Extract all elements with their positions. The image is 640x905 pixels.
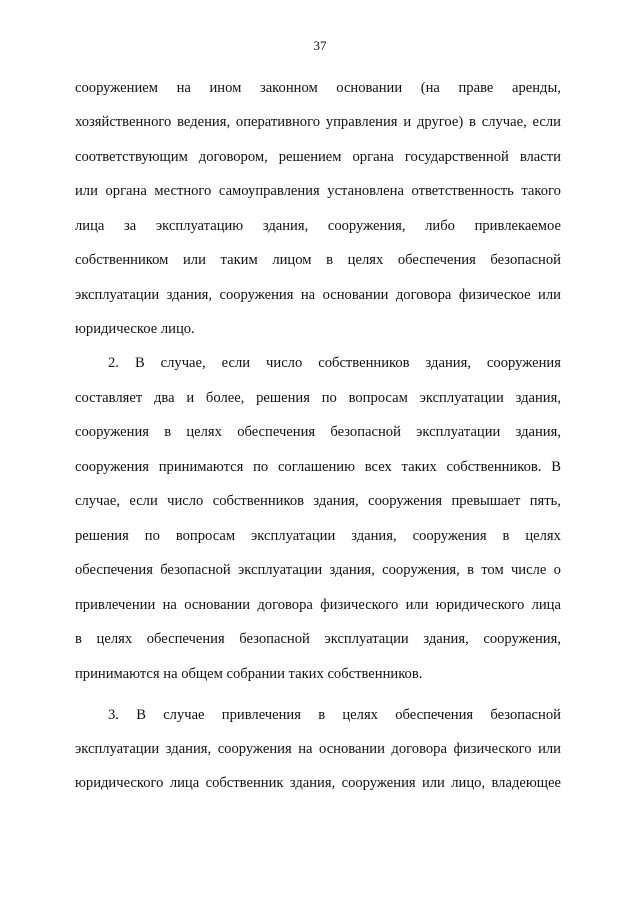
word: соответствующим [75, 149, 188, 165]
word: или [538, 287, 561, 303]
word: здания, [515, 424, 561, 440]
word: здания, [425, 355, 471, 371]
word: управления [325, 114, 398, 130]
word: собственников. [446, 459, 542, 475]
text-line-14 [75, 527, 561, 545]
word: случае [163, 707, 205, 723]
word: ответственность [411, 183, 514, 199]
word: В [136, 707, 146, 723]
word: собственником [75, 252, 169, 268]
word: сооружения [368, 493, 443, 509]
word: или [75, 183, 98, 199]
word: или [405, 597, 429, 613]
page-number: 37 [313, 38, 327, 53]
text-line-17 [75, 630, 561, 648]
text-line-12 [75, 458, 561, 476]
word: органа [105, 183, 147, 199]
word: лица [531, 597, 561, 613]
word: сооружением [75, 80, 158, 96]
word: органа [352, 149, 394, 165]
word: эксплуатации [251, 528, 336, 544]
word: собственников [212, 493, 305, 509]
word: привлечения [221, 707, 301, 723]
word: другое) [416, 114, 464, 130]
text-line-16 [75, 596, 561, 614]
word: основании [184, 597, 251, 613]
word: самоуправления [218, 183, 320, 199]
word: безопасной [330, 424, 401, 440]
word: в [318, 707, 326, 723]
word: по [321, 390, 337, 406]
word: лицо, [451, 775, 486, 791]
word: вопросам [175, 528, 236, 544]
word: в [326, 252, 334, 268]
word: на [162, 597, 177, 613]
word: превышает [451, 493, 521, 509]
word: договора [257, 597, 313, 613]
text-line-11 [75, 423, 561, 441]
word: в [502, 528, 510, 544]
word: решения [256, 390, 310, 406]
word: собственников [318, 355, 410, 371]
word: если [221, 355, 251, 371]
word: таких [401, 459, 437, 475]
word: случае, [481, 114, 527, 130]
word: сооружения [219, 287, 294, 303]
word: обеспечения [75, 562, 153, 578]
word: если [129, 493, 158, 509]
text-line-13 [75, 492, 561, 510]
word: физического [453, 741, 532, 757]
word: договора [395, 287, 452, 303]
word: здания, [289, 775, 336, 791]
word: ином [209, 80, 242, 96]
word: хозяйственного [75, 114, 172, 130]
word: в [469, 114, 476, 130]
word: основании [319, 741, 385, 757]
word: юридического [75, 775, 164, 791]
word: лицом [272, 252, 312, 268]
word: по [253, 459, 269, 475]
text-line-18: принимаются на общем собрании таких собственников. [75, 666, 423, 682]
word: договора [391, 741, 447, 757]
word: число [167, 493, 204, 509]
word: числе [510, 562, 547, 578]
word: более, [205, 390, 245, 406]
word: если [532, 114, 561, 130]
word: соглашению [277, 459, 355, 475]
word: эксплуатации [238, 562, 323, 578]
word: сооружения [341, 775, 416, 791]
word: эксплуатации [324, 631, 409, 647]
paragraph-2-first-line [108, 354, 561, 372]
text-line-15 [75, 561, 561, 579]
word: целях [186, 424, 222, 440]
word: случае, [160, 355, 206, 371]
text-line-5 [75, 217, 561, 235]
word: эксплуатацию [155, 218, 244, 234]
word: владеющее [491, 775, 561, 791]
word: сооружения [486, 355, 561, 371]
word: здания, [329, 562, 375, 578]
text-line-3 [75, 148, 561, 166]
text-line-4 [75, 182, 561, 200]
word: всех [364, 459, 392, 475]
word: власти [519, 149, 561, 165]
word: 2. [108, 355, 119, 371]
word: в [164, 424, 172, 440]
word: принимаются [158, 459, 244, 475]
word: эксплуатации [75, 741, 160, 757]
word: эксплуатации [416, 424, 501, 440]
word: здания, [313, 493, 359, 509]
word: том [481, 562, 504, 578]
word: привлекаемое [474, 218, 561, 234]
word: сооружения [75, 459, 149, 475]
word: таким [220, 252, 258, 268]
word: сооружения [75, 424, 149, 440]
word: и [403, 114, 412, 130]
word: два [153, 390, 175, 406]
word: сооружения [412, 528, 487, 544]
word: обеспечения [237, 424, 316, 440]
word: ведения, [177, 114, 231, 130]
word: здания, [166, 287, 213, 303]
word: здания, [423, 631, 469, 647]
word: здания, [262, 218, 309, 234]
word: сооружения [217, 741, 292, 757]
word: либо [425, 218, 455, 234]
text-line-10 [75, 389, 561, 407]
word: составляет [75, 390, 143, 406]
word: сооружения, [382, 562, 460, 578]
word: решения [75, 528, 129, 544]
word: в [75, 631, 82, 647]
text-line-8: юридическое лицо. [75, 321, 195, 337]
word: (на [420, 80, 440, 96]
word: основании [322, 287, 389, 303]
word: число [266, 355, 303, 371]
word: эксплуатации [75, 287, 160, 303]
word: юридического [435, 597, 525, 613]
word: обеспечения [395, 707, 474, 723]
word: по [144, 528, 160, 544]
word: за [124, 218, 137, 234]
word: обеспечения [146, 631, 225, 647]
word: законном [259, 80, 318, 96]
word: В [134, 355, 145, 371]
word: вопросам [348, 390, 408, 406]
word: безопасной [239, 631, 310, 647]
word: безопасной [160, 562, 231, 578]
word: и [186, 390, 195, 406]
word: оперативного [235, 114, 321, 130]
word: решением [278, 149, 342, 165]
word: такого [521, 183, 561, 199]
word: 3. [108, 707, 119, 723]
text-line-20 [75, 740, 561, 758]
word: здания, [165, 741, 212, 757]
word: обеспечения [397, 252, 476, 268]
word: случае, [75, 493, 120, 509]
word: физическое [458, 287, 531, 303]
word: на [176, 80, 191, 96]
word: на [300, 287, 316, 303]
word: эксплуатации [419, 390, 504, 406]
word: привлечении [75, 597, 156, 613]
text-line-21 [75, 774, 561, 792]
word: В [551, 459, 561, 475]
word: праве [458, 80, 494, 96]
word: аренды, [511, 80, 561, 96]
word: или [538, 741, 561, 757]
word: целях [96, 631, 133, 647]
word: государственной [404, 149, 509, 165]
word: основании [336, 80, 403, 96]
word: здания, [515, 390, 561, 406]
word: целях [347, 252, 384, 268]
word: установлена [327, 183, 404, 199]
word: на [298, 741, 313, 757]
word: физического [320, 597, 399, 613]
text-line-1 [75, 79, 561, 97]
word: лица [75, 218, 105, 234]
word: здания, [351, 528, 397, 544]
word: безопасной [490, 707, 561, 723]
text-line-6 [75, 251, 561, 269]
word: сооружения, [327, 218, 406, 234]
word: местного [154, 183, 212, 199]
text-line-7 [75, 286, 561, 304]
word: собственник [205, 775, 284, 791]
word: безопасной [490, 252, 561, 268]
word: договором, [198, 149, 268, 165]
paragraph-3-first-line [108, 706, 561, 724]
word: целях [525, 528, 561, 544]
word: сооружения, [483, 631, 561, 647]
word: в [467, 562, 474, 578]
word: о [553, 562, 561, 578]
word: или [421, 775, 445, 791]
word: лица [169, 775, 200, 791]
word: или [183, 252, 206, 268]
text-line-2 [75, 113, 561, 131]
word: пять, [529, 493, 561, 509]
word: целях [342, 707, 378, 723]
